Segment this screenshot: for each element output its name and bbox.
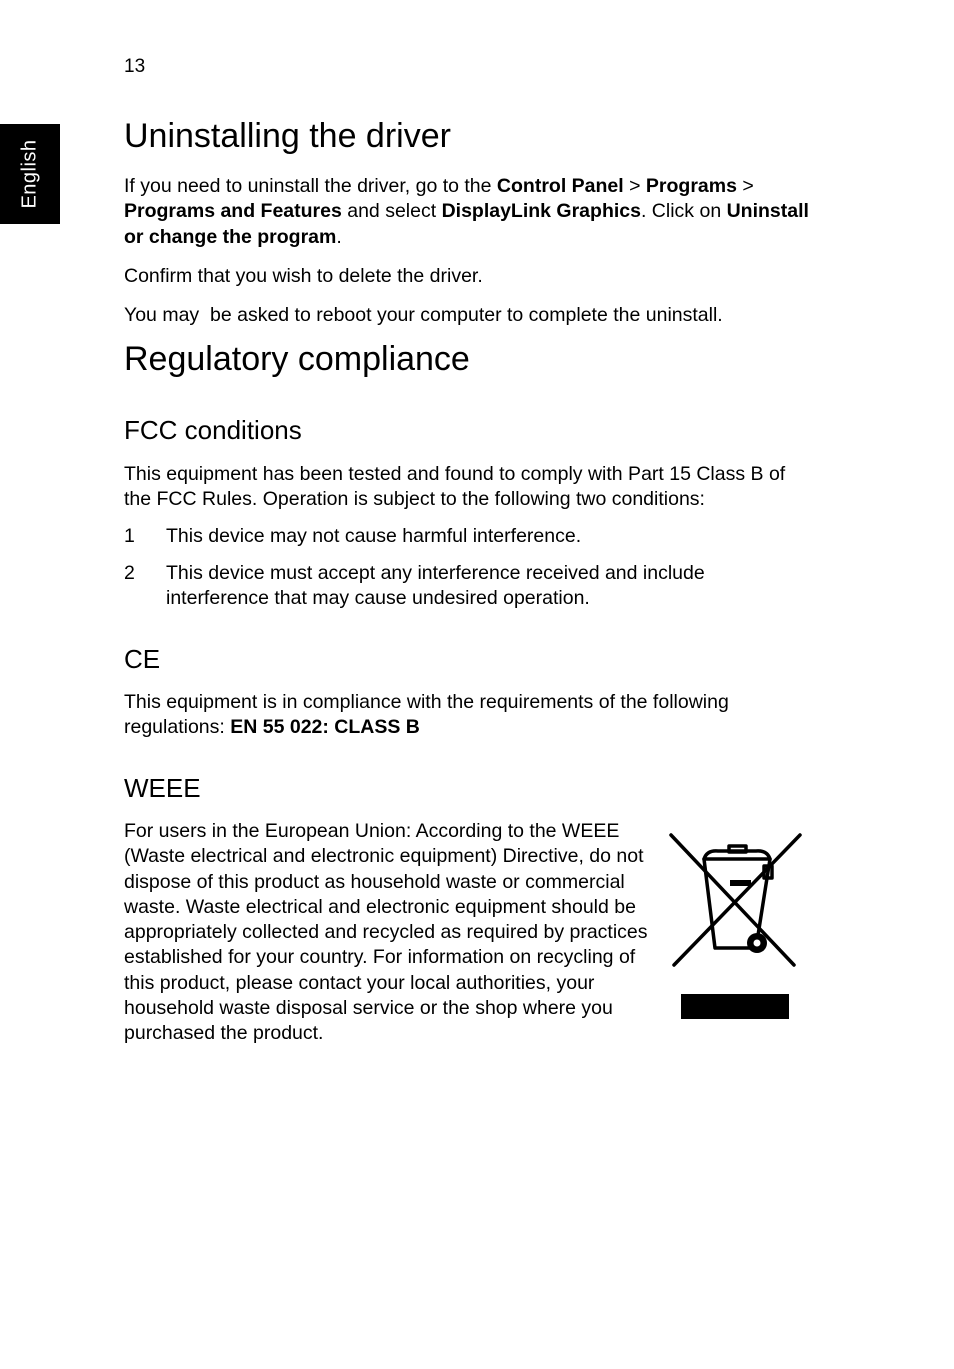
uninstall-program-term: Uninstall or change the program (124, 200, 809, 248)
page-number: 13 (124, 56, 146, 77)
fcc-intro: This equipment has been tested and found to comply with Part 15 Class B of the FCC Rules. Operation is subject to the following two conditions: (124, 463, 786, 511)
list-item-number: 1 (124, 525, 135, 547)
programs-and-features-term: Programs and Features (124, 200, 342, 223)
confirm-paragraph: Confirm that you wish to delete the driver. (124, 265, 483, 287)
control-panel-term: Control Panel (496, 175, 624, 197)
fcc-heading: FCC conditions (124, 415, 302, 445)
list-item-text: This device may not cause harmful interference. (166, 525, 582, 547)
ce-paragraph: This equipment is in compliance with the requirements of the following regulations: EN 55 022: CLASS B (124, 691, 729, 739)
programs-term: Programs (645, 175, 737, 197)
language-tab (0, 124, 60, 224)
ce-heading: CE (124, 644, 161, 674)
uninstall-instructions: If you need to uninstall the driver, go to the Control Panel > Programs > Programs and Features and select DisplayLink Graphics. Click on Uninstall or change the program. (124, 175, 809, 248)
reboot-paragraph: You may be asked to reboot your computer to complete the uninstall. (124, 304, 723, 326)
displaylink-graphics-term: DisplayLink Graphics (441, 200, 641, 223)
weee-heading: WEEE (124, 773, 201, 803)
crossed-out-wheeled-bin-icon (668, 830, 804, 1024)
language-tab-label: English (18, 139, 41, 209)
regulatory-heading: Regulatory compliance (124, 340, 470, 378)
list-item-number: 2 (124, 562, 135, 584)
weee-paragraph: For users in the European Union: According to the WEEE (Waste electrical and electronic equipment) Directive, do not dispose of this product as household waste or commercial waste. Waste electrical and electronic equipment should be appropriately collected and recycled as required by practices established for your country. For information on recycling of this product, please contact your local authorities, your household waste disposal service or the shop where you purchased the product. (124, 820, 648, 1045)
uninstall-heading: Uninstalling the driver (124, 117, 451, 155)
ce-standard: EN 55 022: CLASS B (230, 716, 420, 739)
list-item-text: This device must accept any interference received and include interference that may cause undesired operation. (166, 562, 705, 610)
